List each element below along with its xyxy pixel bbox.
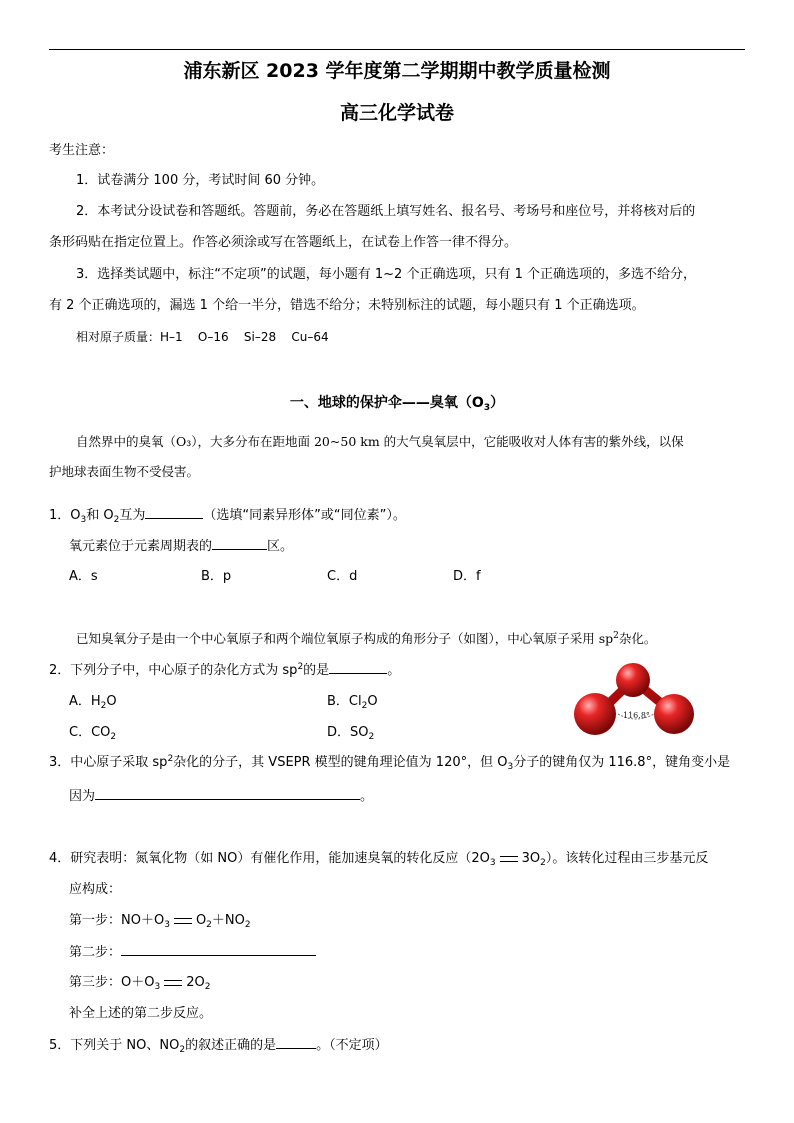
- question-2: 2．下列分子中，中心原子的杂化方式为 $sp^2$的是 。: [49, 662, 401, 678]
- step-3: 第三步：$O+O_3$ $2O_2$: [69, 975, 211, 992]
- notes-item-3-line1: 3．选择类试题中，标注“不定项”的试题，每小题有 1~2 个正确选项，只有 1 个正确选项的，多选不给分，: [76, 267, 696, 282]
- page-subtitle: 高三化学试卷: [339, 102, 454, 124]
- q1-option-a[interactable]: A．s: [69, 569, 98, 584]
- answer-blank[interactable]: [95, 787, 360, 800]
- question-1-line2: 氧元素位于元素周期表的 区。: [69, 539, 294, 554]
- q2-option-c[interactable]: C．$CO_2$: [69, 725, 117, 742]
- equals-sign: [164, 980, 182, 986]
- top-rule: [49, 49, 745, 50]
- question-1: 1．$O_3$和 $O_2$互为 （选填“同素异形体”或“同位素”）。: [49, 508, 406, 525]
- q2-option-a[interactable]: A．$H_2O$: [69, 694, 117, 711]
- q2-option-b[interactable]: B．$Cl_2O$: [327, 694, 378, 711]
- q1-option-c[interactable]: C．d: [327, 569, 358, 584]
- oxygen-atom-right: [654, 694, 694, 734]
- ozone-molecule-figure: [568, 658, 698, 738]
- question-4: 4．研究表明：氮氧化物（如 NO）有催化作用，能加速臭氧的转化反应（$2O_3$ $3O_2$）。该转化过程由三步基元反: [49, 851, 709, 868]
- question-4-note: 补全上述的第二步反应。: [69, 1006, 213, 1021]
- notes-item-3-line2: 有 2 个正确选项的，漏选 1 个给一半分，错选不给分；未特别标注的试题，每小题只有 1 个正确选项。: [49, 298, 645, 313]
- q2-option-d[interactable]: D．$SO_2$: [327, 725, 375, 742]
- answer-blank[interactable]: [276, 1036, 316, 1049]
- notes-item-1: 1．试卷满分 100 分，考试时间 60 分钟。: [76, 173, 325, 188]
- answer-blank[interactable]: [121, 943, 316, 956]
- notes-item-2-line1: 2．本考试分设试卷和答题纸。答题前，务必在答题纸上填写姓名、报名号、考场号和座位号，并将核对后的: [76, 204, 696, 219]
- question-5: 5．下列关于 NO、$NO_2$的叙述正确的是 。（不定项）: [49, 1038, 388, 1055]
- step-1: 第一步：$NO+O_3$ $O_2+NO_2$: [69, 913, 251, 930]
- answer-blank[interactable]: [145, 506, 203, 519]
- oxygen-atom-center: [616, 663, 650, 697]
- page-title: 浦东新区 2023 学年度第二学期期中教学质量检测: [183, 60, 611, 82]
- question-3: 3．中心原子采取 $sp^2$杂化的分子，其 VSEPR 模型的键角理论值为 120°，但 $O_3$分子的键角仅为 116.8°，键角变小是: [49, 754, 731, 772]
- section-intro-line1: 自然界中的臭氧（O₃），大多分布在距地面 20~50 km 的大气臭氧层中，它能吸收对人体有害的紫外线，以保: [76, 434, 684, 449]
- context-2: 已知臭氧分子是由一个中心氧原子和两个端位氧原子构成的角形分子（如图），中心氧原子采用 $sp^2$杂化。: [76, 631, 657, 646]
- question-3-line2: 因为 。: [69, 789, 374, 804]
- angle-label: 116.8°: [623, 711, 650, 720]
- atomic-mass: 相对原子质量：H–1 O–16 Si–28 Cu–64: [76, 330, 329, 344]
- equals-sign: [174, 918, 192, 924]
- step-2: 第二步：: [69, 943, 316, 962]
- answer-blank[interactable]: [329, 661, 387, 674]
- question-4-line2: 应构成：: [69, 882, 122, 897]
- oxygen-atom-left: [574, 693, 616, 735]
- section-intro-line2: 护地球表面生物不受侵害。: [49, 464, 200, 479]
- notes-heading: 考生注意：: [49, 143, 115, 158]
- equals-sign: [500, 856, 518, 862]
- q1-option-d[interactable]: D．f: [453, 569, 481, 584]
- section-heading: 一、地球的保护伞——臭氧$(O_3)$: [289, 395, 505, 413]
- answer-blank[interactable]: [212, 537, 267, 550]
- notes-item-2-line2: 条形码贴在指定位置上。作答必须涂或写在答题纸上，在试卷上作答一律不得分。: [49, 235, 518, 250]
- q1-option-b[interactable]: B．p: [201, 569, 232, 584]
